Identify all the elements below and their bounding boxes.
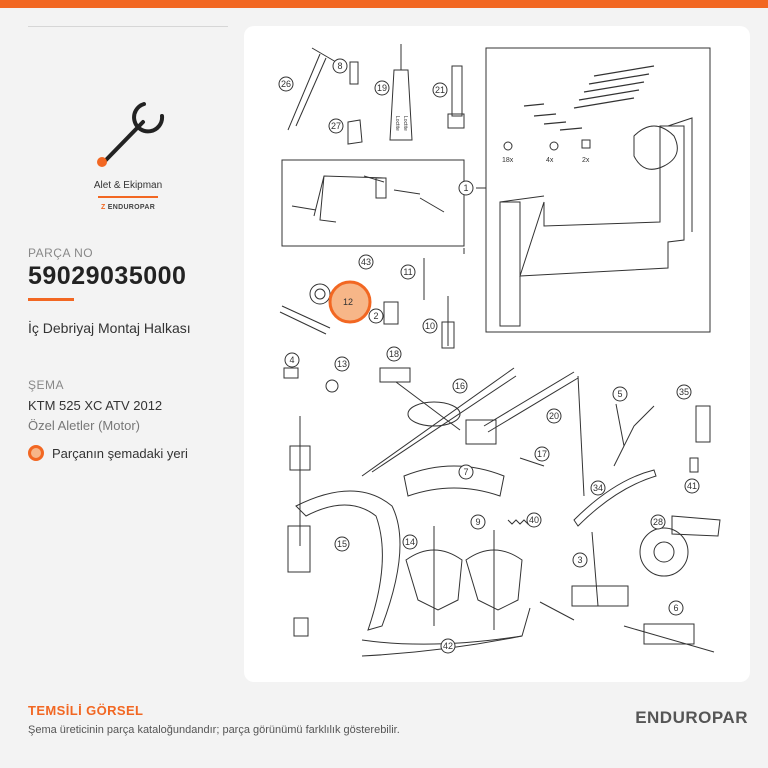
part-no-label: PARÇA NO	[28, 246, 94, 260]
callout-label: 34	[592, 483, 604, 493]
callout-labels	[281, 61, 697, 651]
callout-label: 13	[336, 359, 348, 369]
callout-label: 17	[536, 449, 548, 459]
callout-label: 7	[463, 467, 469, 477]
callout-label: 6	[673, 603, 679, 613]
tube-label: Loctite	[394, 116, 400, 131]
category-logo	[28, 80, 228, 230]
parts-diagram	[244, 26, 750, 682]
legend	[28, 445, 188, 461]
qty-label: 2x	[582, 157, 590, 164]
callout-label: 14	[404, 537, 416, 547]
callout-label: 35	[678, 387, 690, 397]
brand-mark: Z	[100, 204, 106, 211]
callout-label: 10	[424, 321, 436, 331]
callout-label: 42	[442, 641, 454, 651]
callout-label: 11	[403, 267, 413, 277]
callout-label: 12	[342, 297, 354, 307]
callout-label: 27	[330, 121, 342, 131]
callout-label: 26	[280, 79, 292, 89]
callout-label: 19	[376, 83, 388, 93]
callout-label: 3	[577, 555, 583, 565]
qty-label: 4x	[546, 157, 554, 164]
wrench-icon	[88, 94, 168, 174]
highlight-dot-icon	[28, 445, 44, 461]
callout-label: 8	[337, 61, 343, 71]
callout-label: 18	[388, 349, 400, 359]
callout-label: 15	[336, 539, 348, 549]
tube-label: Loctite	[402, 116, 408, 131]
category-underline	[98, 196, 158, 198]
category-label: Alet & Ekipman	[93, 180, 163, 191]
brand-logo-small	[28, 204, 228, 211]
callout-label: 28	[652, 517, 664, 527]
part-number: 59029035000	[28, 262, 187, 290]
representative-title: TEMSİLİ GÖRSEL	[28, 703, 144, 718]
callout-label: 9	[475, 517, 481, 527]
footer-brand: ENDUROPAR	[635, 708, 748, 727]
callout-label: 16	[454, 381, 466, 391]
schema-label: ŞEMA	[28, 378, 65, 392]
representative-note: Şema üreticinin parça kataloğundandır; parça görünümü farklılık gösterebilir.	[28, 724, 400, 736]
top-divider	[28, 26, 228, 27]
callout-label: 43	[360, 257, 372, 267]
callout-label: 41	[686, 481, 698, 491]
diagram-panel	[244, 26, 750, 682]
callout-label: 20	[548, 411, 560, 421]
callout-label: 4	[289, 355, 295, 365]
brand-name: ENDUROPAR	[107, 204, 156, 211]
callout-label: 2	[373, 311, 379, 321]
callout-label: 1	[463, 183, 469, 193]
callout-label: 21	[434, 85, 446, 95]
legend-text: Parçanın şemadaki yeri	[52, 445, 188, 461]
callout-label: 40	[528, 515, 540, 525]
schema-group: Özel Aletler (Motor)	[28, 418, 140, 433]
part-number-underline	[28, 298, 74, 301]
callout-label: 5	[617, 389, 623, 399]
part-name: İç Debriyaj Montaj Halkası	[28, 320, 191, 336]
top-accent-bar	[0, 0, 768, 8]
schema-model: KTM 525 XC ATV 2012	[28, 398, 163, 413]
qty-label: 18x	[502, 157, 514, 164]
